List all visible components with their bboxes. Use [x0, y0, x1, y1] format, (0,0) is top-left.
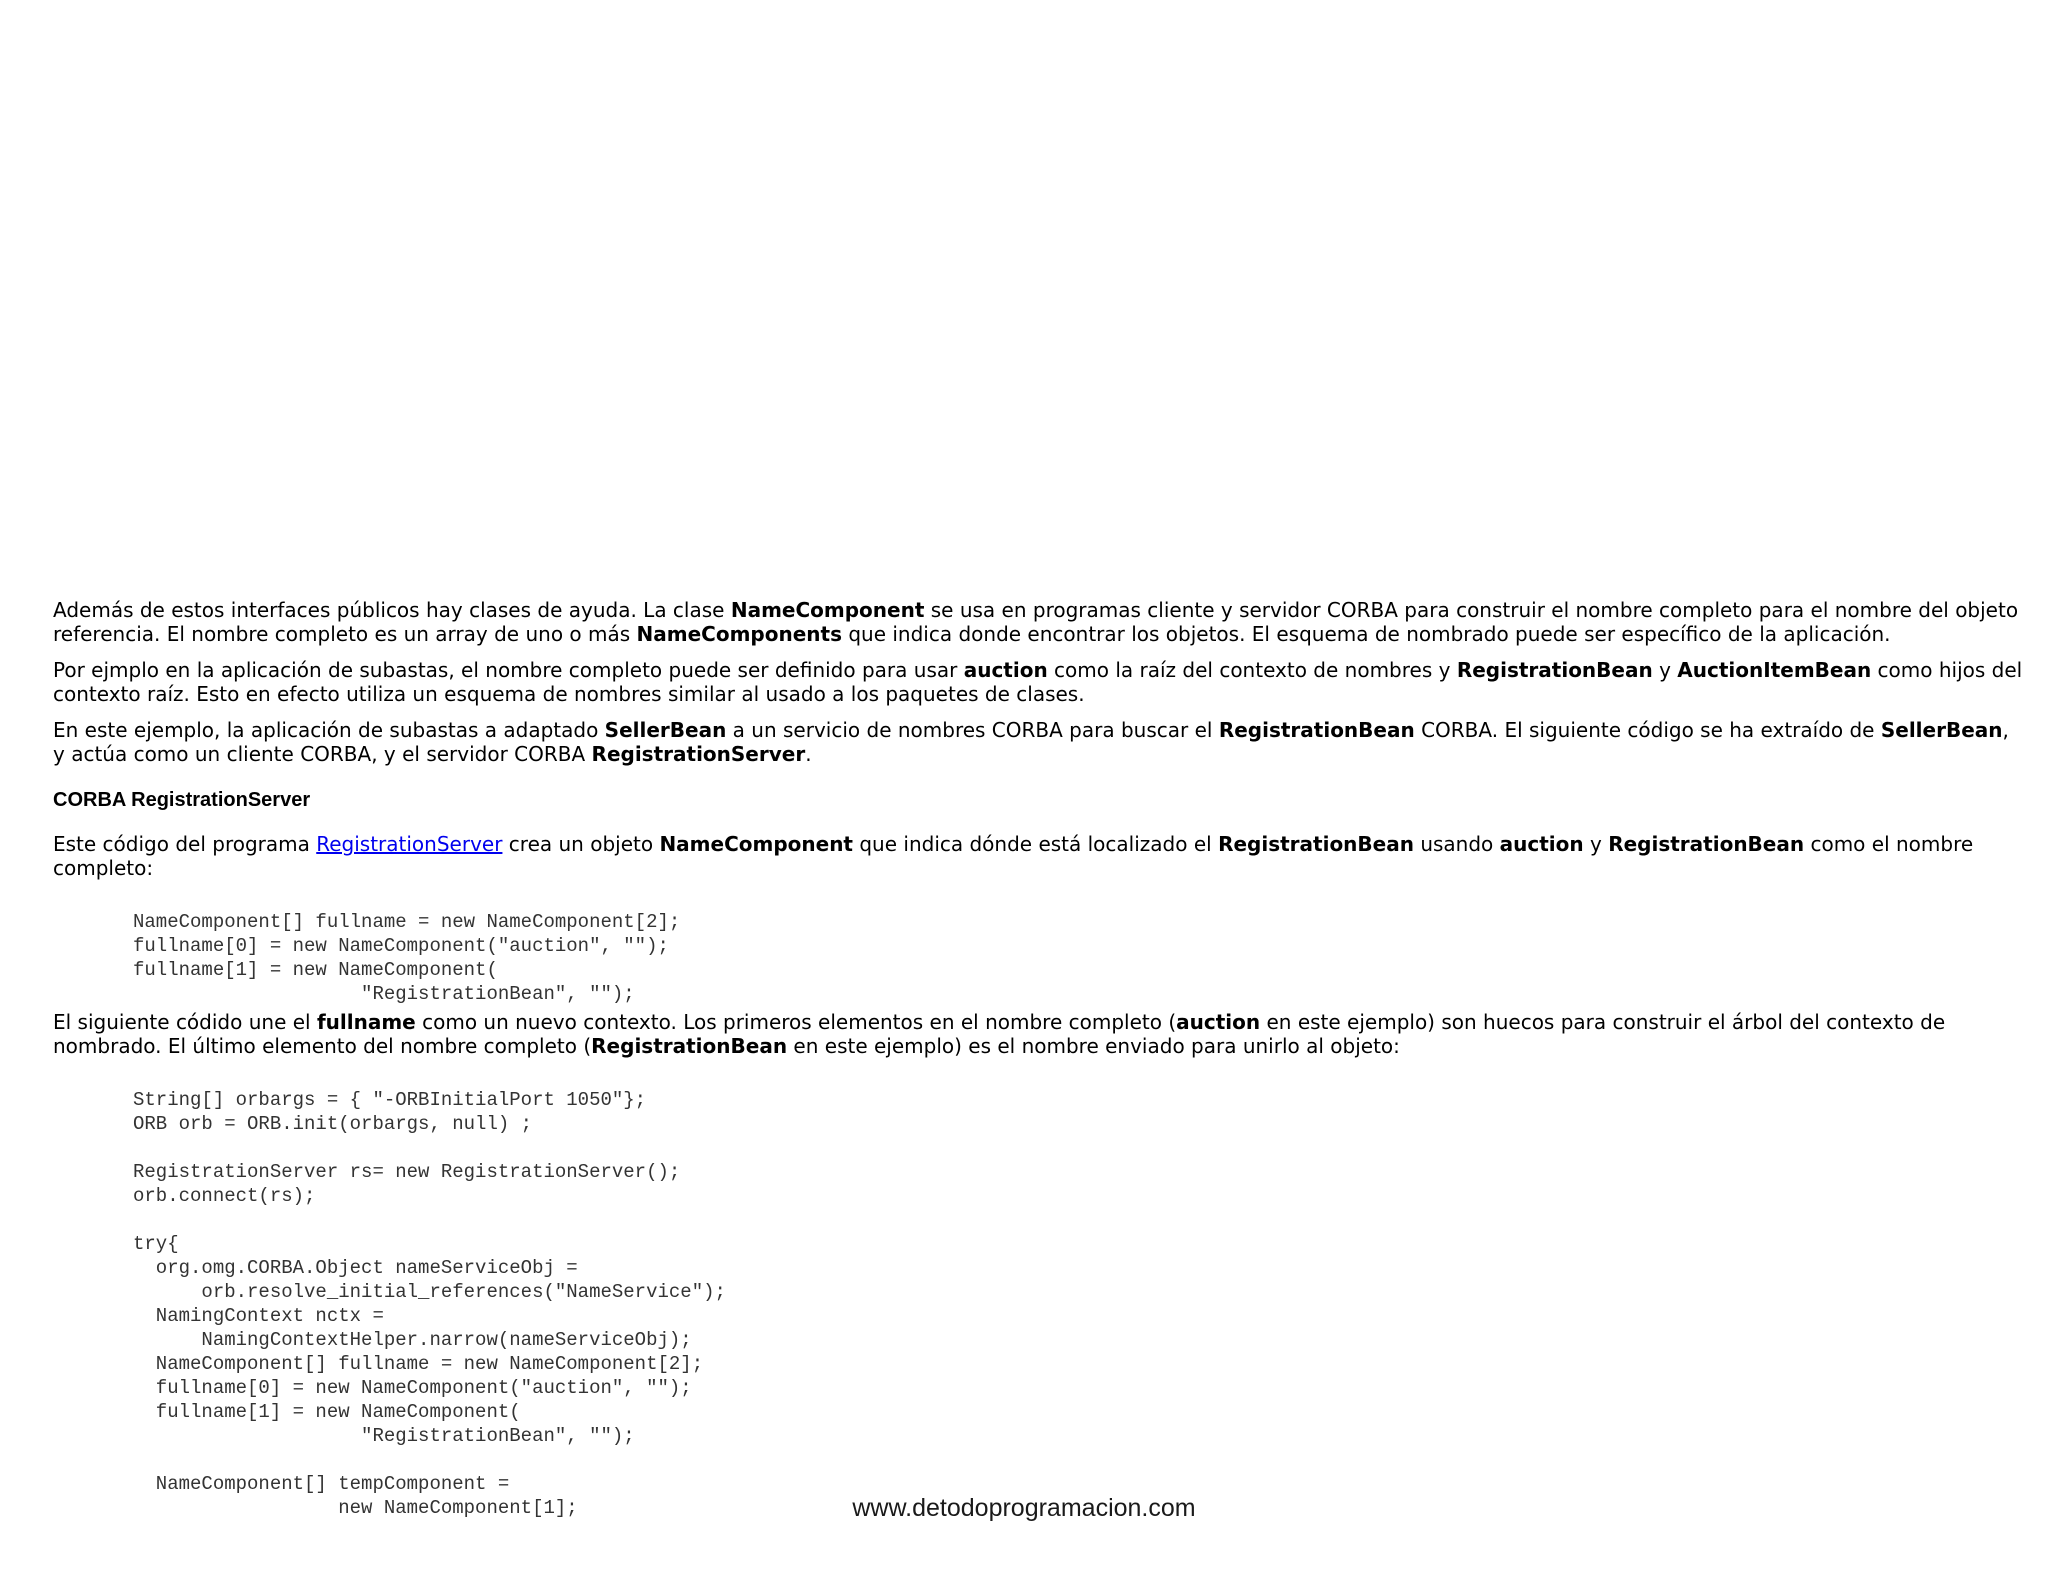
text-span: y	[1652, 658, 1678, 682]
registration-server-link[interactable]: RegistrationServer	[316, 832, 503, 856]
text-span: crea un objeto	[502, 832, 660, 856]
bold-term: RegistrationBean	[591, 1034, 788, 1058]
text-span: Además de estos interfaces públicos hay clases de ayuda. La clase	[53, 598, 731, 622]
text-span: se usa en programas cliente y servidor CORBA para construir el nombre completo para el nombre del objeto referencia. El nombre completo es un array de uno o más	[53, 598, 2019, 646]
footer-watermark-url: www.detodoprogramacion.com	[852, 1494, 1196, 1522]
text-span: como el nombre completo:	[53, 832, 1974, 880]
text-span: como la raíz del contexto de nombres y	[1047, 658, 1457, 682]
text-span: que indica dónde está localizado el	[853, 832, 1219, 856]
text-span: .	[805, 742, 812, 766]
paragraph-auction-example	[53, 658, 2025, 706]
text-span: como un nuevo contexto. Los primeros elementos en el nombre completo (	[415, 1010, 1177, 1034]
text-span: Este código del programa	[53, 832, 317, 856]
paragraph-name-component-intro	[53, 598, 2025, 646]
text-span: , y actúa como un cliente CORBA, y el servidor CORBA	[53, 718, 2009, 766]
bold-term: RegistrationServer	[591, 742, 806, 766]
text-span: El siguiente códido une el	[53, 1010, 317, 1034]
paragraph-sellerbean-example	[53, 718, 2025, 766]
text-span: CORBA. El siguiente código se ha extraído de	[1414, 718, 1881, 742]
text-span: En este ejemplo, la aplicación de subastas a adaptado	[53, 718, 605, 742]
bold-term: SellerBean	[604, 718, 727, 742]
text-span: como hijos del contexto raíz. Esto en efecto utiliza un esquema de nombres similar al usado a los paquetes de clases.	[53, 658, 2023, 706]
bold-term: RegistrationBean	[1218, 832, 1414, 856]
text-span: a un servicio de nombres CORBA para buscar el	[726, 718, 1219, 742]
bold-term: auction	[1499, 832, 1584, 856]
bold-term: auction	[963, 658, 1048, 682]
bold-term: fullname	[316, 1010, 416, 1034]
paragraph-registration-server	[53, 832, 2025, 880]
bold-term: NameComponent	[730, 598, 925, 622]
text-span: en este ejemplo) es el nombre enviado para unirlo al objeto:	[787, 1034, 1400, 1058]
bold-term: SellerBean	[1880, 718, 2003, 742]
bold-term: NameComponents	[636, 622, 842, 646]
text-span: Por ejmplo en la aplicación de subastas, el nombre completo puede ser definido para usar	[53, 658, 964, 682]
bold-term: RegistrationBean	[1456, 658, 1653, 682]
bold-term: NameComponent	[659, 832, 853, 856]
paragraph-bind-context	[53, 1010, 2025, 1058]
text-span: en este ejemplo) son huecos para construir el árbol del contexto de nombrado. El último elemento del nombre completo (	[53, 1010, 1946, 1058]
bold-term: RegistrationBean	[1608, 832, 1805, 856]
text-span: y	[1583, 832, 1609, 856]
bold-term: RegistrationBean	[1218, 718, 1415, 742]
section-heading: CORBA RegistrationServer	[53, 789, 311, 811]
text-span: que indica donde encontrar los objetos. El esquema de nombrado puede ser específico de la aplicación.	[841, 622, 1891, 646]
code-block-fullname: NameComponent[] fullname = new NameComponent[2]; fullname[0] = new NameComponent("auction", ""); fullname[1] = new NameComponent( "RegistrationBean", "");	[133, 911, 681, 1005]
bold-term: AuctionItemBean	[1677, 658, 1872, 682]
code-block-orb-init: String[] orbargs = { "-ORBInitialPort 1050"}; ORB orb = ORB.init(orbargs, null) ; RegistrationServer rs= new RegistrationServer(); orb.connect(rs); try{ org.omg.CORBA.Object nameServiceObj = orb.resolve_initial_references("NameService"); NamingContext nctx = NamingContextHelper.narrow(nameServiceObj); NameComponent[] fullname = new NameComponent[2]; fullname[0] = new NameComponent("auction", ""); fullname[1] = new NameComponent( "RegistrationBean", ""); NameComponent[] tempComponent = new NameComponent[1];	[133, 1089, 726, 1519]
bold-term: auction	[1176, 1010, 1261, 1034]
document-page	[53, 598, 2025, 1520]
text-span: usando	[1413, 832, 1500, 856]
